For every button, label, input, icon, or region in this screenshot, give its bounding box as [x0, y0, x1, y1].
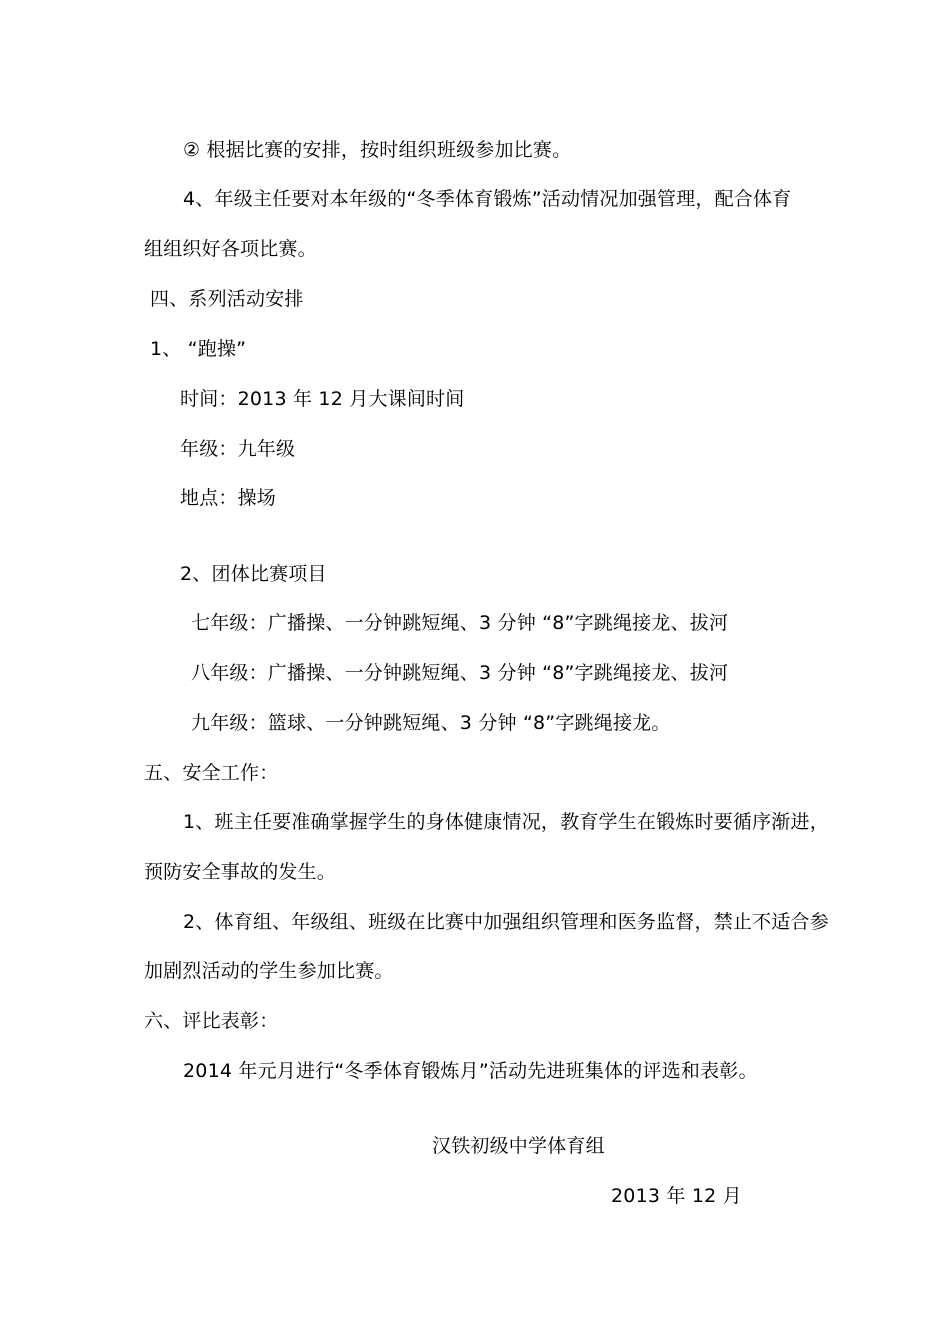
section-heading: 六、评比表彰： [144, 1010, 279, 1032]
paragraph-line: 2、体育组、年级组、班级在比赛中加强组织管理和医务监督，禁止不适合参 [183, 911, 829, 933]
paragraph-line: 4、年级主任要对本年级的“冬季体育锻炼”活动情况加强管理，配合体育 [183, 188, 792, 210]
paragraph-line: 1、班主任要准确掌握学生的身体健康情况，教育学生在锻炼时要循序渐进， [183, 811, 829, 833]
paragraph-line: ② 根据比赛的安排，按时组织班级参加比赛。 [183, 139, 572, 161]
paragraph-line: 预防安全事故的发生。 [144, 861, 337, 883]
signature-date: 2013 年 12 月 [611, 1185, 742, 1207]
subsection-heading: 2、团体比赛项目 [180, 563, 327, 585]
detail-line: 年级：九年级 [180, 438, 296, 460]
section-heading: 五、安全工作： [144, 762, 279, 784]
detail-line: 时间：2013 年 12 月大课间时间 [180, 388, 465, 410]
paragraph-line: 2014 年元月进行“冬季体育锻炼月”活动先进班集体的评选和表彰。 [183, 1060, 758, 1082]
event-line: 七年级：广播操、一分钟跳短绳、3 分钟 “8”字跳绳接龙、拔河 [191, 612, 729, 634]
paragraph-line: 加剧烈活动的学生参加比赛。 [144, 960, 394, 982]
paragraph-line: 组组织好各项比赛。 [144, 238, 317, 260]
detail-line: 地点：操场 [180, 487, 277, 509]
section-heading: 四、系列活动安排 [150, 288, 304, 310]
event-line: 八年级：广播操、一分钟跳短绳、3 分钟 “8”字跳绳接龙、拔河 [191, 662, 729, 684]
event-line: 九年级：篮球、一分钟跳短绳、3 分钟 “8”字跳绳接龙。 [191, 712, 671, 734]
signature-organization: 汉铁初级中学体育组 [432, 1135, 605, 1157]
subsection-heading: 1、 “跑操” [150, 338, 247, 360]
